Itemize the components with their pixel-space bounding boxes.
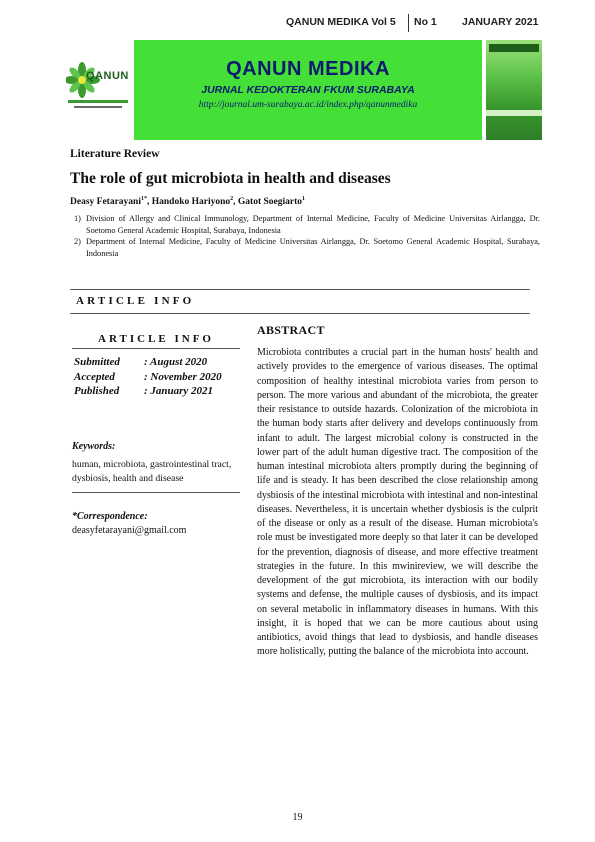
running-head-divider [408, 14, 409, 32]
correspondence-label: *Correspondence: [72, 510, 148, 522]
divider [72, 492, 240, 493]
journal-cover-thumbnail [486, 40, 542, 140]
date-published: Published : January 2021 [74, 385, 214, 397]
divider [70, 289, 530, 290]
date-accepted: Accepted : November 2020 [74, 370, 222, 383]
article-dates [72, 355, 240, 399]
journal-banner [62, 40, 542, 140]
journal-logo [62, 40, 134, 140]
journal-name: QANUN MEDIKA [226, 58, 390, 80]
author-name: Handoko Hariyono [151, 197, 231, 208]
keywords-label: Keywords: [72, 440, 116, 452]
journal-subtitle: JURNAL KEDOKTERAN FKUM SURABAYA [201, 84, 415, 96]
article-section-label: Literature Review [70, 148, 160, 160]
page-number: 19 [292, 812, 303, 823]
running-head [286, 14, 546, 30]
affiliation-item: 1) Division of Allergy and Clinical Immunology, Department of Internal Medicine, Faculty of Medicine Universitas Airlangga, Dr. Soetomo General Academic Hospital, Surabaya, Indonesia [74, 214, 540, 235]
keywords-text: human, microbiota, gastrointestinal tract, dysbiosis, health and disease [72, 458, 232, 484]
correspondence-email[interactable]: deasyfetarayani@gmail.com [72, 524, 187, 536]
author-name: Gatot Soegiarto [237, 197, 303, 208]
author-affil-marker: 2 [230, 196, 234, 202]
running-head-issue: No 1 [414, 16, 437, 28]
author-affil-marker: 1 [302, 196, 306, 202]
author-affil-marker: 1* [140, 196, 147, 202]
article-info-panel [72, 318, 240, 536]
article-title: The role of gut microbiota in health and diseases [70, 170, 391, 187]
article-info-subheading: ARTICLE INFO [98, 333, 214, 345]
running-head-date: JANUARY 2021 [462, 16, 539, 28]
journal-logo-text: QANUN [86, 70, 129, 82]
banner-green-panel [134, 40, 482, 140]
affiliation-item: 2) Department of Internal Medicine, Faculty of Medicine Universitas Airlangga, Dr. Soetomo General Academic Hospital, Surabaya, Indonesia [74, 237, 540, 258]
divider [72, 348, 240, 349]
abstract-body: Microbiota contributes a crucial part in the human hosts' health and actively provides to the emergence of various diseases. The optimal composition of healthy intestinal microbiota varies from person to person. The more various and abundant of the microbiota, the greater their resistance to outside hazards. Colonization of the microbiota in the human body starts after delivery and develops continuously from infant to adult. The largest microbial colony is constructed in the lower part of the adult human digestive tract. The composition of the human intestinal microbiota alters promptly during the beginning of life and is steady. It has been described the close relationship among dysbiosis of the intestinal microbiota with intestinal and non-intestinal diseases. Nevertheless, it is uncertain whether dysbiosis is the culprit of the disease or only as a result of the disease. Human microbiota's role must be investigated more deeply so that later it can be developed for the prevention, diagnosis of disease, and more effective treatment strategies in the future. In this mwinireview, we will describe the development of the gut microbiota, its interaction with our bodily systems and defense, the multiple causes of dysbiosis, and its impact on several metabolic in inflammatory diseases in humans. With this insight, it is hoped that we can be more cautious about using antibiotics, avoid things that lead to dysbiosis, and handle diseases more holistically, putting the balance of the microbiota into account. [257, 347, 538, 658]
article-info-heading: ARTICLE INFO [76, 295, 195, 307]
author-name: Deasy Fetarayani [70, 197, 141, 208]
journal-url[interactable]: http://journal.um-surabaya.ac.id/index.php/qanunmedika [198, 100, 418, 110]
running-head-journal: QANUN MEDIKA Vol 5 [286, 16, 396, 28]
author-list: Deasy Fetarayani$^{1*}$, Handoko Hariyono$^2$, Gatot Soegiarto$^1$ [70, 196, 306, 208]
abstract-heading: ABSTRACT [257, 323, 325, 337]
abstract-section [257, 318, 538, 660]
date-submitted: Submitted : August 2020 [74, 356, 208, 368]
affiliation-list [74, 213, 540, 259]
divider [70, 313, 530, 314]
